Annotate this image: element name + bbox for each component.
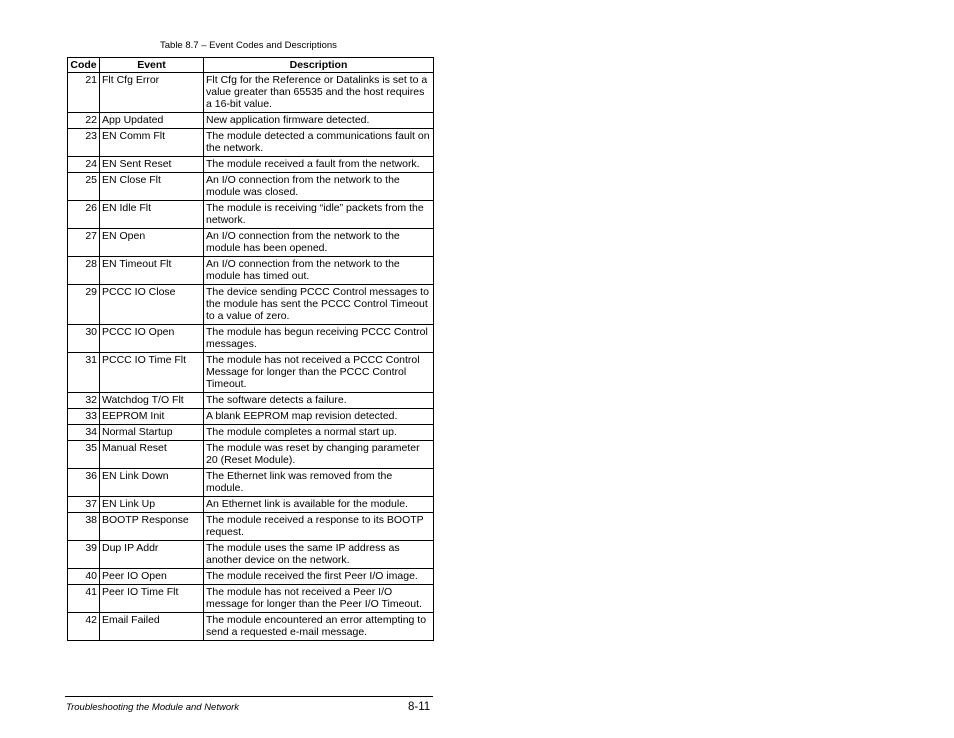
- table-row: [68, 409, 434, 425]
- event-description-cell: The module encountered an error attempting to send a requested e-mail message.: [204, 613, 434, 641]
- event-description-cell: An I/O connection from the network to the module has timed out.: [204, 257, 434, 285]
- table-row: [68, 585, 434, 613]
- table-header-row: [68, 58, 434, 73]
- page-number: 8-11: [408, 701, 431, 713]
- event-code-cell: 42: [68, 613, 100, 641]
- event-description-cell: The module has not received a PCCC Control Message for longer than the PCCC Control Timeout.: [204, 353, 434, 393]
- event-description-cell: The module received the first Peer I/O image.: [204, 569, 434, 585]
- event-description-cell: The software detects a failure.: [204, 393, 434, 409]
- header-description: Description: [204, 58, 434, 73]
- event-code-cell: 27: [68, 229, 100, 257]
- table-row: [68, 129, 434, 157]
- event-code-cell: 41: [68, 585, 100, 613]
- event-code-cell: 39: [68, 541, 100, 569]
- event-description-cell: The module was reset by changing parameter 20 (Reset Module).: [204, 441, 434, 469]
- event-code-cell: 22: [68, 113, 100, 129]
- event-description-cell: The device sending PCCC Control messages to the module has sent the PCCC Control Timeout to a value of zero.: [204, 285, 434, 325]
- event-code-cell: 34: [68, 425, 100, 441]
- event-code-cell: 33: [68, 409, 100, 425]
- table-row: [68, 569, 434, 585]
- table-caption: Table 8.7 – Event Codes and Descriptions: [160, 40, 337, 51]
- event-description-cell: The module is receiving “idle” packets from the network.: [204, 201, 434, 229]
- event-name-cell: EN Sent Reset: [100, 157, 204, 173]
- table-row: [68, 469, 434, 497]
- event-description-cell: Flt Cfg for the Reference or Datalinks is set to a value greater than 65535 and the host requires a 16-bit value.: [204, 73, 434, 113]
- event-name-cell: App Updated: [100, 113, 204, 129]
- table-row: [68, 425, 434, 441]
- event-description-cell: The module completes a normal start up.: [204, 425, 434, 441]
- event-name-cell: Flt Cfg Error: [100, 73, 204, 113]
- event-name-cell: BOOTP Response: [100, 513, 204, 541]
- event-code-cell: 37: [68, 497, 100, 513]
- event-description-cell: The module has not received a Peer I/O message for longer than the Peer I/O Timeout.: [204, 585, 434, 613]
- table-row: [68, 325, 434, 353]
- event-name-cell: EN Comm Flt: [100, 129, 204, 157]
- event-name-cell: PCCC IO Open: [100, 325, 204, 353]
- event-name-cell: EEPROM Init: [100, 409, 204, 425]
- event-code-cell: 26: [68, 201, 100, 229]
- table-row: [68, 229, 434, 257]
- event-description-cell: The module received a fault from the network.: [204, 157, 434, 173]
- event-code-cell: 21: [68, 73, 100, 113]
- event-code-cell: 32: [68, 393, 100, 409]
- event-description-cell: The module uses the same IP address as another device on the network.: [204, 541, 434, 569]
- event-description-cell: The module detected a communications fault on the network.: [204, 129, 434, 157]
- event-code-cell: 35: [68, 441, 100, 469]
- event-description-cell: New application firmware detected.: [204, 113, 434, 129]
- event-name-cell: Dup IP Addr: [100, 541, 204, 569]
- event-code-cell: 30: [68, 325, 100, 353]
- event-name-cell: EN Timeout Flt: [100, 257, 204, 285]
- event-code-cell: 28: [68, 257, 100, 285]
- event-name-cell: Watchdog T/O Flt: [100, 393, 204, 409]
- header-code: Code: [68, 58, 100, 73]
- event-description-cell: The module received a response to its BOOTP request.: [204, 513, 434, 541]
- event-name-cell: EN Open: [100, 229, 204, 257]
- table-row: [68, 201, 434, 229]
- event-name-cell: PCCC IO Time Flt: [100, 353, 204, 393]
- event-name-cell: EN Link Up: [100, 497, 204, 513]
- event-name-cell: Email Failed: [100, 613, 204, 641]
- table-row: [68, 353, 434, 393]
- event-name-cell: Normal Startup: [100, 425, 204, 441]
- event-code-cell: 23: [68, 129, 100, 157]
- event-name-cell: EN Idle Flt: [100, 201, 204, 229]
- event-name-cell: Peer IO Open: [100, 569, 204, 585]
- event-description-cell: An I/O connection from the network to the module has been opened.: [204, 229, 434, 257]
- event-name-cell: Manual Reset: [100, 441, 204, 469]
- event-description-cell: An I/O connection from the network to the module was closed.: [204, 173, 434, 201]
- table-row: [68, 497, 434, 513]
- event-description-cell: An Ethernet link is available for the module.: [204, 497, 434, 513]
- event-name-cell: Peer IO Time Flt: [100, 585, 204, 613]
- table-row: [68, 113, 434, 129]
- event-description-cell: The Ethernet link was removed from the module.: [204, 469, 434, 497]
- event-codes-table: [67, 57, 434, 641]
- header-event: Event: [100, 58, 204, 73]
- table-row: [68, 393, 434, 409]
- table-row: [68, 441, 434, 469]
- table-row: [68, 613, 434, 641]
- event-code-cell: 25: [68, 173, 100, 201]
- table-row: [68, 157, 434, 173]
- event-code-cell: 31: [68, 353, 100, 393]
- event-code-cell: 36: [68, 469, 100, 497]
- table-row: [68, 513, 434, 541]
- footer-section-title: Troubleshooting the Module and Network: [66, 702, 240, 713]
- event-code-cell: 29: [68, 285, 100, 325]
- event-code-cell: 38: [68, 513, 100, 541]
- event-name-cell: EN Link Down: [100, 469, 204, 497]
- footer-divider: [65, 696, 433, 697]
- event-code-cell: 24: [68, 157, 100, 173]
- table-row: [68, 173, 434, 201]
- table-row: [68, 257, 434, 285]
- event-code-cell: 40: [68, 569, 100, 585]
- table-row: [68, 73, 434, 113]
- event-description-cell: A blank EEPROM map revision detected.: [204, 409, 434, 425]
- table-row: [68, 285, 434, 325]
- event-name-cell: EN Close Flt: [100, 173, 204, 201]
- table-row: [68, 541, 434, 569]
- table-body: [68, 73, 434, 641]
- event-description-cell: The module has begun receiving PCCC Control messages.: [204, 325, 434, 353]
- event-name-cell: PCCC IO Close: [100, 285, 204, 325]
